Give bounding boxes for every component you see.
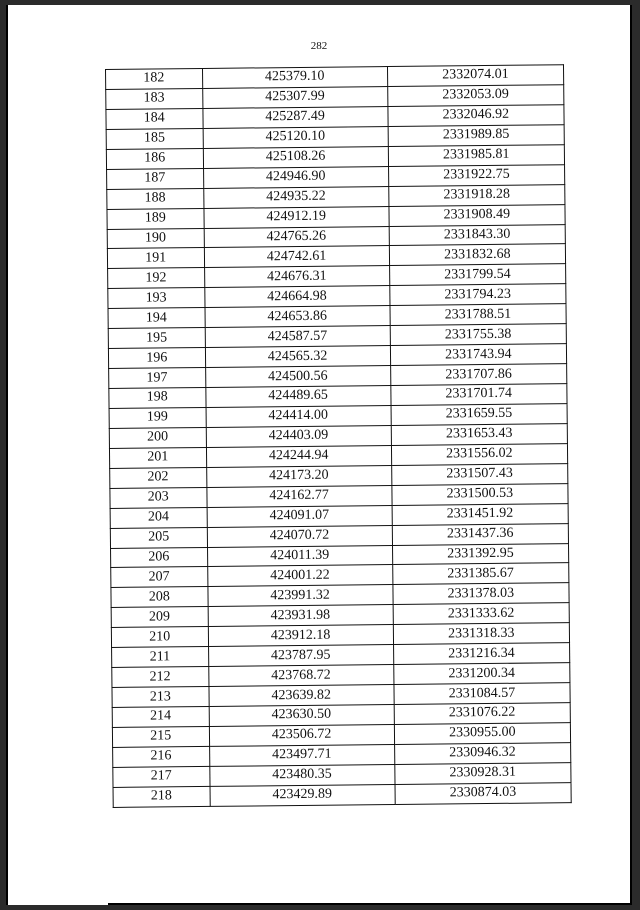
easting-cell: 424912.19	[203, 206, 388, 228]
point-number-cell: 199	[109, 407, 206, 428]
easting-cell: 423506.72	[209, 724, 394, 746]
point-number-cell: 186	[106, 148, 203, 169]
point-number-cell: 216	[113, 746, 210, 767]
northing-cell: 2331318.33	[393, 623, 569, 645]
northing-cell: 2332046.92	[388, 105, 564, 127]
easting-cell: 423931.98	[208, 605, 393, 627]
easting-cell: 424173.20	[206, 465, 391, 487]
northing-cell: 2331451.92	[392, 503, 568, 525]
point-number-cell: 209	[111, 607, 208, 628]
northing-cell: 2331707.86	[390, 364, 566, 386]
easting-cell: 424653.86	[205, 306, 390, 328]
easting-cell: 424489.65	[205, 386, 390, 408]
point-number-cell: 202	[110, 467, 207, 488]
point-number-cell: 210	[111, 627, 208, 648]
northing-cell: 2331333.62	[393, 603, 569, 625]
easting-cell: 423912.18	[208, 625, 393, 647]
easting-cell: 425120.10	[203, 126, 388, 148]
northing-cell: 2331922.75	[388, 164, 564, 186]
point-number-cell: 191	[107, 248, 204, 269]
northing-cell: 2331076.22	[394, 703, 570, 725]
northing-cell: 2331843.30	[389, 224, 565, 246]
northing-cell: 2331437.36	[392, 523, 568, 545]
point-number-cell: 205	[110, 527, 207, 548]
northing-cell: 2331755.38	[390, 324, 566, 346]
northing-cell: 2331701.74	[391, 384, 567, 406]
point-number-cell: 182	[106, 68, 203, 89]
table-row	[113, 782, 571, 807]
easting-cell: 424935.22	[203, 186, 388, 208]
easting-cell: 423768.72	[208, 665, 393, 687]
easting-cell: 423991.32	[207, 585, 392, 607]
easting-cell: 425287.49	[202, 106, 387, 128]
northing-cell: 2331743.94	[390, 344, 566, 366]
easting-cell: 424946.90	[203, 166, 388, 188]
northing-cell: 2332074.01	[387, 65, 563, 87]
easting-cell: 423429.89	[210, 784, 395, 806]
page-number: 282	[310, 40, 328, 52]
northing-cell: 2331500.53	[392, 483, 568, 505]
northing-cell: 2331794.23	[389, 284, 565, 306]
northing-cell: 2331200.34	[393, 663, 569, 685]
page-bottom-rule	[108, 903, 630, 905]
easting-cell: 423480.35	[209, 764, 394, 786]
point-number-cell: 201	[109, 447, 206, 468]
easting-cell: 424676.31	[204, 266, 389, 288]
northing-cell: 2330874.03	[395, 782, 571, 804]
easting-cell: 424500.56	[205, 366, 390, 388]
easting-cell: 424244.94	[206, 445, 391, 467]
easting-cell: 423639.82	[208, 685, 393, 707]
northing-cell: 2331556.02	[391, 443, 567, 465]
easting-cell: 424001.22	[207, 565, 392, 587]
point-number-cell: 200	[109, 427, 206, 448]
easting-cell: 424091.07	[207, 505, 392, 527]
point-number-cell: 204	[110, 507, 207, 528]
point-number-cell: 189	[107, 208, 204, 229]
coordinates-table-body	[106, 65, 572, 807]
easting-cell: 424765.26	[204, 226, 389, 248]
northing-cell: 2331385.67	[392, 563, 568, 585]
point-number-cell: 207	[111, 567, 208, 588]
point-number-cell: 197	[109, 368, 206, 389]
point-number-cell: 192	[108, 268, 205, 289]
point-number-cell: 193	[108, 288, 205, 309]
northing-cell: 2331985.81	[388, 144, 564, 166]
easting-cell: 425307.99	[202, 86, 387, 108]
point-number-cell: 188	[107, 188, 204, 209]
easting-cell: 424414.00	[206, 405, 391, 427]
easting-cell: 424664.98	[204, 286, 389, 308]
easting-cell: 425108.26	[203, 146, 388, 168]
northing-cell: 2331918.28	[388, 184, 564, 206]
point-number-cell: 203	[110, 487, 207, 508]
point-number-cell: 206	[111, 547, 208, 568]
easting-cell: 423787.95	[208, 645, 393, 667]
point-number-cell: 196	[108, 348, 205, 369]
point-number-cell: 214	[112, 706, 209, 727]
northing-cell: 2331989.85	[388, 125, 564, 147]
northing-cell: 2331653.43	[391, 424, 567, 446]
point-number-cell: 187	[107, 168, 204, 189]
easting-cell: 424565.32	[205, 346, 390, 368]
coordinates-table	[105, 64, 572, 807]
easting-cell: 423630.50	[209, 705, 394, 727]
point-number-cell: 194	[108, 308, 205, 329]
point-number-cell: 212	[112, 667, 209, 688]
northing-cell: 2332053.09	[387, 85, 563, 107]
northing-cell: 2331832.68	[389, 244, 565, 266]
easting-cell: 424011.39	[207, 545, 392, 567]
northing-cell: 2331659.55	[391, 404, 567, 426]
point-number-cell: 218	[113, 786, 210, 807]
northing-cell: 2331392.95	[392, 543, 568, 565]
point-number-cell: 198	[109, 387, 206, 408]
northing-cell: 2330955.00	[394, 723, 570, 745]
northing-cell: 2331908.49	[389, 204, 565, 226]
northing-cell: 2331507.43	[391, 463, 567, 485]
point-number-cell: 184	[106, 108, 203, 129]
northing-cell: 2331378.03	[393, 583, 569, 605]
northing-cell: 2331084.57	[394, 683, 570, 705]
easting-cell: 424742.61	[204, 246, 389, 268]
point-number-cell: 217	[113, 766, 210, 787]
point-number-cell: 208	[111, 587, 208, 608]
northing-cell: 2330928.31	[395, 762, 571, 784]
northing-cell: 2331799.54	[389, 264, 565, 286]
northing-cell: 2331216.34	[393, 643, 569, 665]
easting-cell: 424403.09	[206, 425, 391, 447]
point-number-cell: 183	[106, 88, 203, 109]
easting-cell: 424587.57	[205, 326, 390, 348]
easting-cell: 423497.71	[209, 744, 394, 766]
northing-cell: 2330946.32	[394, 743, 570, 765]
document-page	[6, 5, 632, 905]
northing-cell: 2331788.51	[390, 304, 566, 326]
point-number-cell: 211	[112, 647, 209, 668]
point-number-cell: 195	[108, 328, 205, 349]
easting-cell: 424162.77	[206, 485, 391, 507]
easting-cell: 425379.10	[202, 67, 387, 89]
point-number-cell: 215	[112, 726, 209, 747]
point-number-cell: 213	[112, 687, 209, 708]
point-number-cell: 190	[107, 228, 204, 249]
easting-cell: 424070.72	[207, 525, 392, 547]
point-number-cell: 185	[106, 128, 203, 149]
